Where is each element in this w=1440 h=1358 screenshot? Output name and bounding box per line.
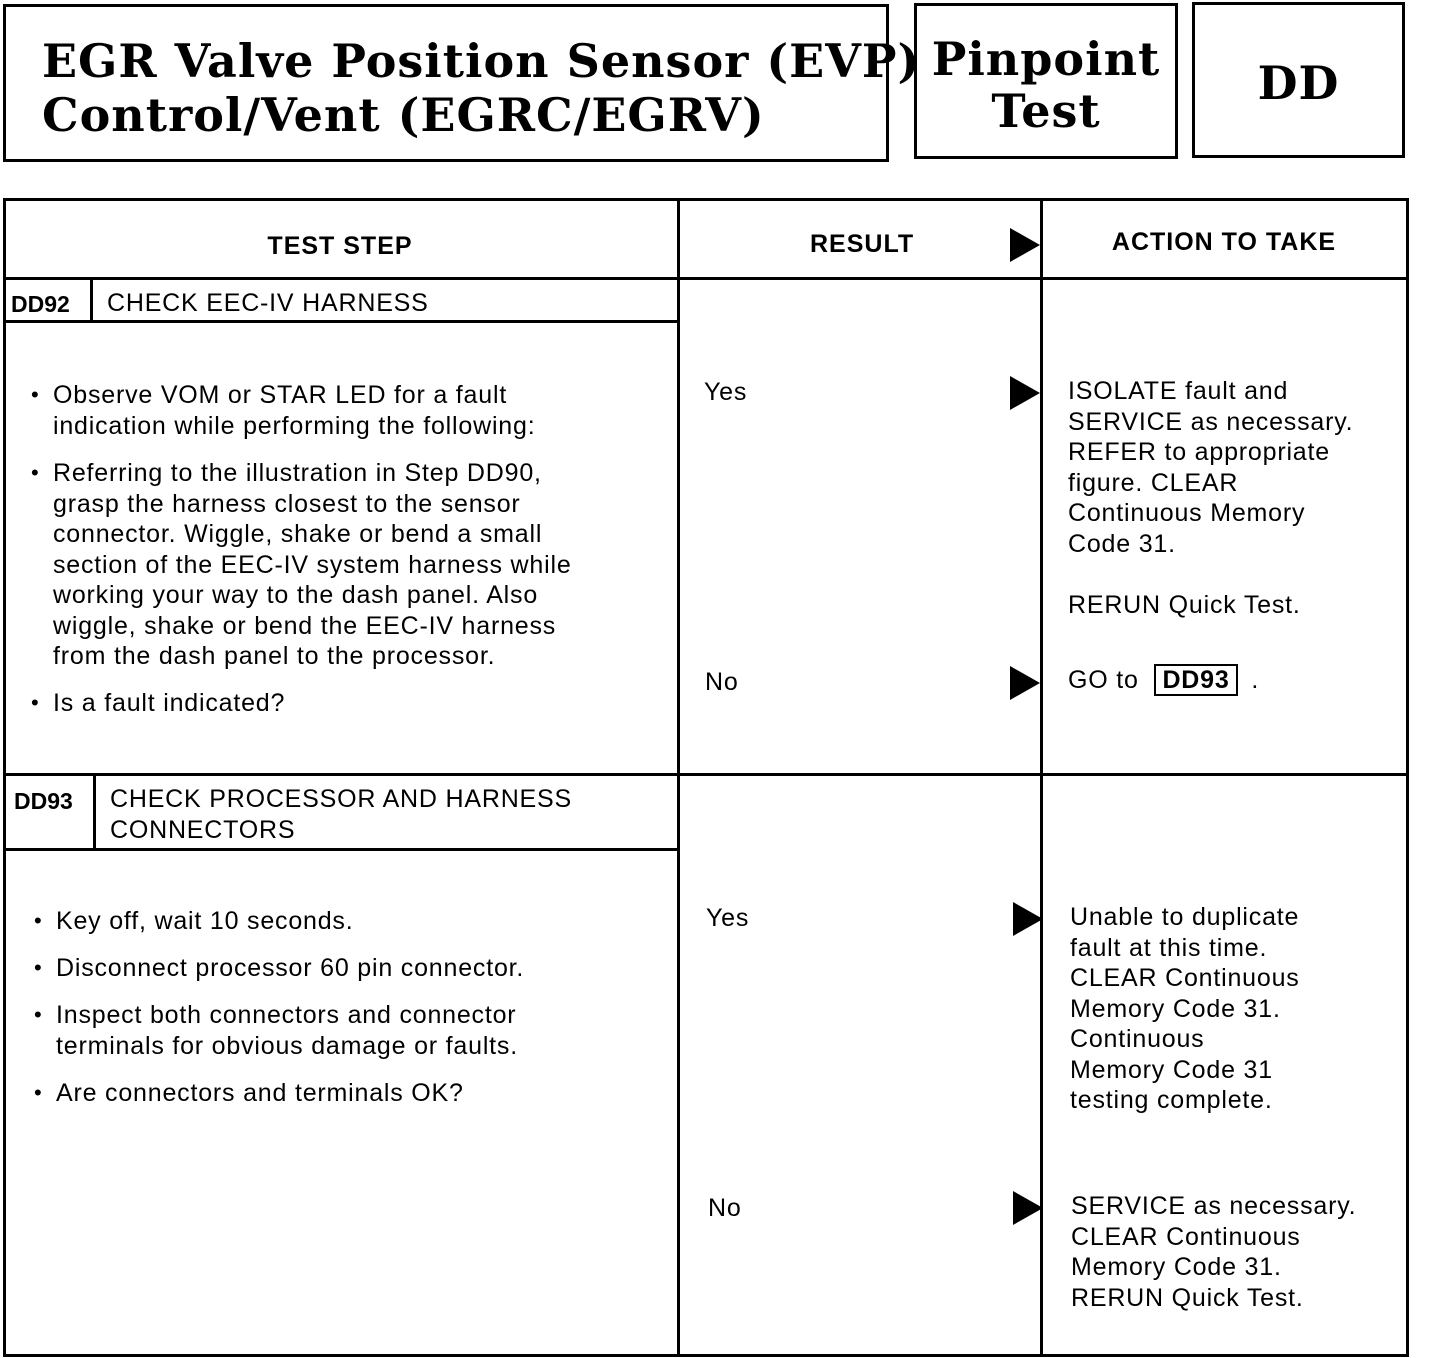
header-divider (3, 277, 1407, 280)
step-divider (3, 773, 1407, 776)
test-code: DD (1257, 56, 1340, 110)
header-result: RESULT (810, 230, 915, 258)
text-line: • Are connectors and terminals OK? (56, 1079, 464, 1107)
text-line: Memory Code 31 (1070, 1055, 1273, 1084)
text-line: testing complete. (1070, 1086, 1273, 1114)
step-dd93-title-line2: CONNECTORS (110, 816, 296, 844)
text-line: • Key off, wait 10 seconds. (56, 907, 354, 935)
step-dd93-bullet-1 (56, 906, 353, 937)
step-dd93-bullet-4 (56, 1078, 464, 1109)
column-divider-1 (677, 200, 680, 1355)
text-line: RERUN Quick Test. (1068, 590, 1301, 619)
text-line: • Disconnect processor 60 pin connector. (56, 954, 525, 982)
step-dd92-title: CHECK EEC-IV HARNESS (107, 289, 429, 317)
step-dd92-title-bottom (3, 320, 678, 323)
text-line: RERUN Quick Test. (1071, 1283, 1304, 1312)
step-dd92-result-no: No (705, 668, 739, 696)
text-line: Unable to duplicate (1070, 903, 1300, 931)
text-line: terminals for obvious damage or faults. (56, 1031, 518, 1060)
text-line: figure. CLEAR (1068, 468, 1239, 497)
text-line: from the dash panel to the processor. (53, 642, 496, 670)
text-line: CLEAR Continuous (1070, 964, 1300, 992)
step-dd92-result-yes: Yes (704, 378, 748, 406)
step-dd92-bullet-2 (53, 458, 572, 672)
text-line (1068, 559, 1353, 590)
text-line: CLEAR Continuous (1071, 1222, 1301, 1251)
step-dd93-result-yes: Yes (706, 904, 750, 932)
text-line: indication while performing the following: (53, 411, 536, 440)
header-action: ACTION TO TAKE (1111, 228, 1337, 256)
step-dd93-code-divider (93, 776, 96, 850)
pinpoint-label-line2: Test (991, 84, 1101, 138)
test-table (3, 198, 1409, 1357)
text-line: Code 31. (1068, 529, 1176, 558)
text-line: ISOLATE fault and (1068, 377, 1289, 405)
text-line: Continuous Memory (1068, 499, 1306, 527)
text-line: Continuous (1070, 1025, 1205, 1053)
step-dd92-bullet-3 (53, 688, 285, 719)
step-dd93-action-yes (1070, 902, 1300, 1116)
text-line: REFER to appropriate (1068, 438, 1330, 466)
step-dd93-bullet-3 (56, 1000, 518, 1061)
step-dd93-code: DD93 (14, 788, 73, 814)
step-dd93-bullet-2 (56, 953, 524, 984)
step-dd93-action-no (1071, 1191, 1356, 1313)
header-test-step: TEST STEP (267, 232, 413, 260)
step-dd92-action-yes (1068, 376, 1353, 620)
text-line: • Is a fault indicated? (53, 689, 286, 717)
arrow-icon (1010, 228, 1040, 262)
text-line: • Observe VOM or STAR LED for a fault (53, 381, 508, 409)
step-dd92-bullet-1 (53, 380, 535, 441)
step-dd93-title-bottom (3, 848, 678, 851)
text-line: wiggle, shake or bend the EEC-IV harness (53, 611, 557, 640)
text-line: SERVICE as necessary. (1068, 407, 1354, 436)
arrow-icon (1010, 376, 1040, 410)
page-title-line2: Control/Vent (EGRC/EGRV) (42, 88, 765, 142)
text-line: fault at this time. (1070, 933, 1268, 962)
pinpoint-label-line1: Pinpoint (931, 32, 1161, 86)
action-suffix: . (1251, 666, 1260, 694)
text-line: section of the EEC-IV system harness while (53, 550, 572, 579)
step-dd93-title-line1: CHECK PROCESSOR AND HARNESS (110, 785, 572, 813)
arrow-icon (1013, 902, 1043, 936)
text-line: grasp the harness closest to the sensor (53, 489, 521, 518)
text-line: connector. Wiggle, shake or bend a small (53, 520, 543, 548)
text-line: SERVICE as necessary. (1071, 1192, 1357, 1220)
text-line: Memory Code 31. (1071, 1253, 1282, 1281)
step-dd92-code-divider (90, 280, 93, 322)
action-prefix: GO to (1068, 666, 1139, 694)
text-line: • Referring to the illustration in Step DD90, (53, 459, 542, 487)
text-line: • Inspect both connectors and connector (56, 1001, 517, 1029)
text-line: Memory Code 31. (1070, 994, 1281, 1023)
step-reference-dd93[interactable]: DD93 (1154, 664, 1237, 696)
text-line: working your way to the dash panel. Also (53, 581, 539, 609)
step-dd93-result-no: No (708, 1194, 742, 1222)
step-dd92-action-no (1068, 665, 1259, 696)
page-title-line1: EGR Valve Position Sensor (EVP) (42, 34, 921, 88)
arrow-icon (1010, 666, 1040, 700)
arrow-icon (1013, 1191, 1043, 1225)
step-dd92-code: DD92 (11, 291, 70, 317)
column-divider-2 (1040, 200, 1043, 1355)
